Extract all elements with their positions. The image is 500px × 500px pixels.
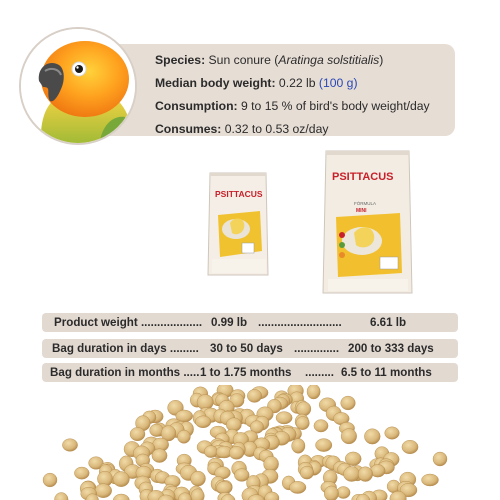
pellet [316,439,332,452]
small-bag-image [206,167,270,279]
pellet [177,430,190,443]
weight-line [155,72,455,95]
pellet [276,412,292,424]
pellet [113,472,129,487]
weight-label: Median body weight: [155,76,276,90]
species-common-name: Sun conure [208,53,271,67]
table-row [42,363,458,382]
large-bag-value: 200 to 333 days [348,342,434,355]
consumption-label: Consumption: [155,99,238,113]
species-info [155,49,455,141]
row-separator: .............. [294,342,340,355]
large-bag-variant: MINI [356,208,367,214]
consumes-label: Consumes: [155,122,222,136]
pellet [296,417,309,430]
pellet [341,396,356,410]
pellet [95,484,112,498]
consumption-value: 9 to 15 % of bird's body weight/day [240,99,430,113]
row-label: Bag duration in months ..... [50,366,200,379]
pellet [343,467,359,482]
pellet [152,449,167,463]
small-bag-value: 0.99 lb [211,316,248,329]
large-bag-value: 6.5 to 11 months [341,366,432,379]
pellet [358,467,373,482]
pellet [300,466,314,479]
pellet [247,389,261,402]
pellet [74,467,89,479]
species-paren-open: ( [274,53,279,67]
row-separator: .......................... [258,316,342,329]
row-label: Product weight ................... [54,316,203,329]
large-bag-formula: FÓRMULA [354,201,377,206]
consumption-line [155,95,455,118]
pellet [55,493,69,500]
consumes-value: 0.32 to 0.53 oz/day [224,122,329,136]
small-bag-value: 30 to 50 days [210,342,283,355]
pellet [314,420,328,432]
species-line [155,49,455,72]
pellet [191,471,206,486]
small-bag-value: 1 to 1.75 months [200,366,292,379]
pellet [130,427,145,440]
pellet [297,402,311,416]
large-bag-image [320,145,415,297]
pellet [289,481,306,493]
pellet [385,427,400,439]
pellet [113,494,129,500]
pellet [422,474,439,486]
pellet [307,385,320,399]
weight-metric: (100 g) [318,76,358,90]
pellet [292,439,305,454]
pellet [204,446,217,458]
consumes-line [155,118,455,141]
pellet [402,440,418,454]
row-separator: ......... [305,366,334,379]
pellet [324,486,338,500]
pellets-image [0,385,500,500]
pellet [195,416,211,428]
small-bag-brand: PSITTACUS [215,189,263,199]
table-row [42,339,458,358]
row-label: Bag duration in days ......... [52,342,199,355]
pellet [433,452,447,466]
pellet [62,439,77,452]
species-latin-name: Aratinga solstitialis [278,53,380,67]
pellet [43,473,57,487]
large-bag-brand: PSITTACUS [332,171,394,183]
species-label: Species: [155,53,206,67]
table-row [42,313,458,332]
species-paren-close: ) [379,53,384,67]
pellet [364,429,380,444]
pellet [234,469,249,482]
pellet [341,429,357,444]
sun-conure-image [19,27,137,145]
pellet [229,446,244,459]
large-bag-value: 6.61 lb [370,316,407,329]
weight-value: 0.22 lb [278,76,316,90]
